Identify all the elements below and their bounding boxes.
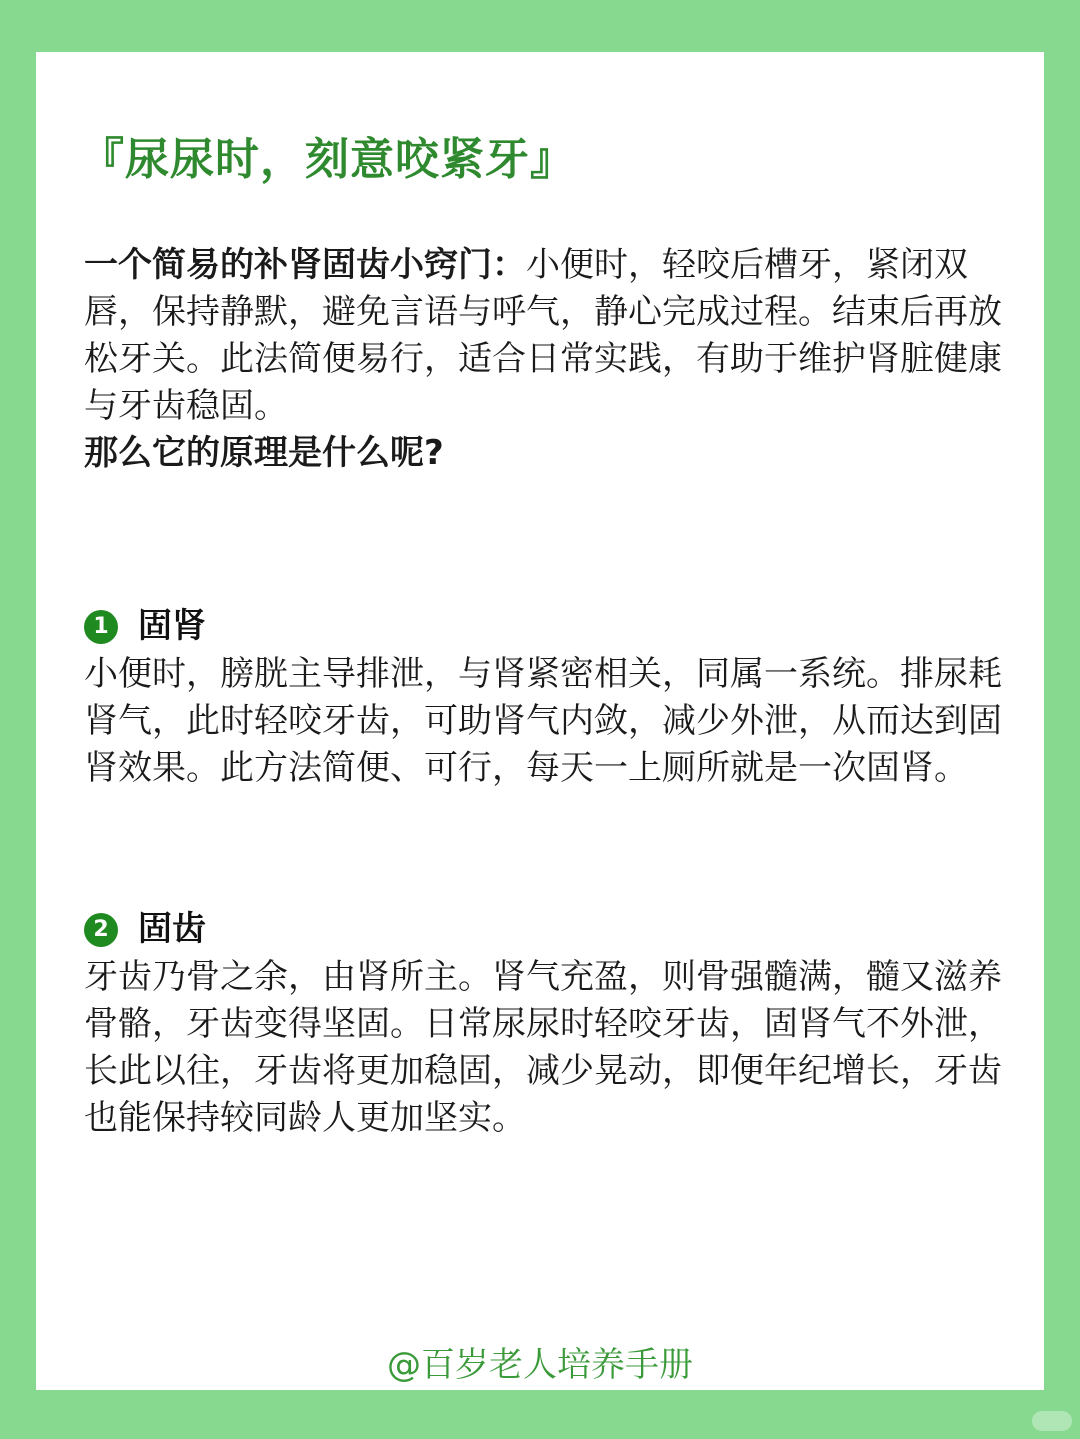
section-1-text: 小便时，膀胱主导排泄，与肾紧密相关，同属一系统。排尿耗肾气，此时轻咬牙齿，可助肾气内敛，减少外泄，从而达到固肾效果。此方法简便、可行，每天一上厕所就是一次固肾。: [84, 654, 1002, 788]
page-title: 『尿尿时，刻意咬紧牙』: [80, 134, 575, 185]
number-1-badge-icon: 1: [84, 610, 118, 644]
intro-question: 那么它的原理是什么呢?: [84, 433, 444, 473]
section-2-text: 牙齿乃骨之余，由肾所主。肾气充盈，则骨强髓满，髓又滋养骨骼，牙齿变得坚固。日常尿尿时轻咬牙齿，固肾气不外泄，长此以往，牙齿将更加稳固，减少晃动，即便年纪增长，牙齿也能保持较同龄人更加坚实。: [84, 957, 1002, 1138]
watermark-icon: [1032, 1411, 1072, 1431]
section-1-title: 固肾: [138, 606, 206, 646]
section-2-heading: [84, 906, 206, 953]
number-2-badge-icon: 2: [84, 913, 118, 947]
section-2-title: 固齿: [138, 909, 206, 949]
section-1-heading: [84, 603, 206, 650]
intro-paragraph: [84, 242, 1014, 477]
content-card: [36, 52, 1044, 1390]
intro-lead: 一个简易的补肾固齿小窍门：: [84, 245, 526, 285]
author-handle: @百岁老人培养手册: [387, 1345, 693, 1385]
intro-text: 小便时，轻咬后槽牙，紧闭双唇，保持静默，避免言语与呼气，静心完成过程。结束后再放松牙关。此法简便易行，适合日常实践，有助于维护肾脏健康与牙齿稳固。: [84, 245, 1002, 426]
